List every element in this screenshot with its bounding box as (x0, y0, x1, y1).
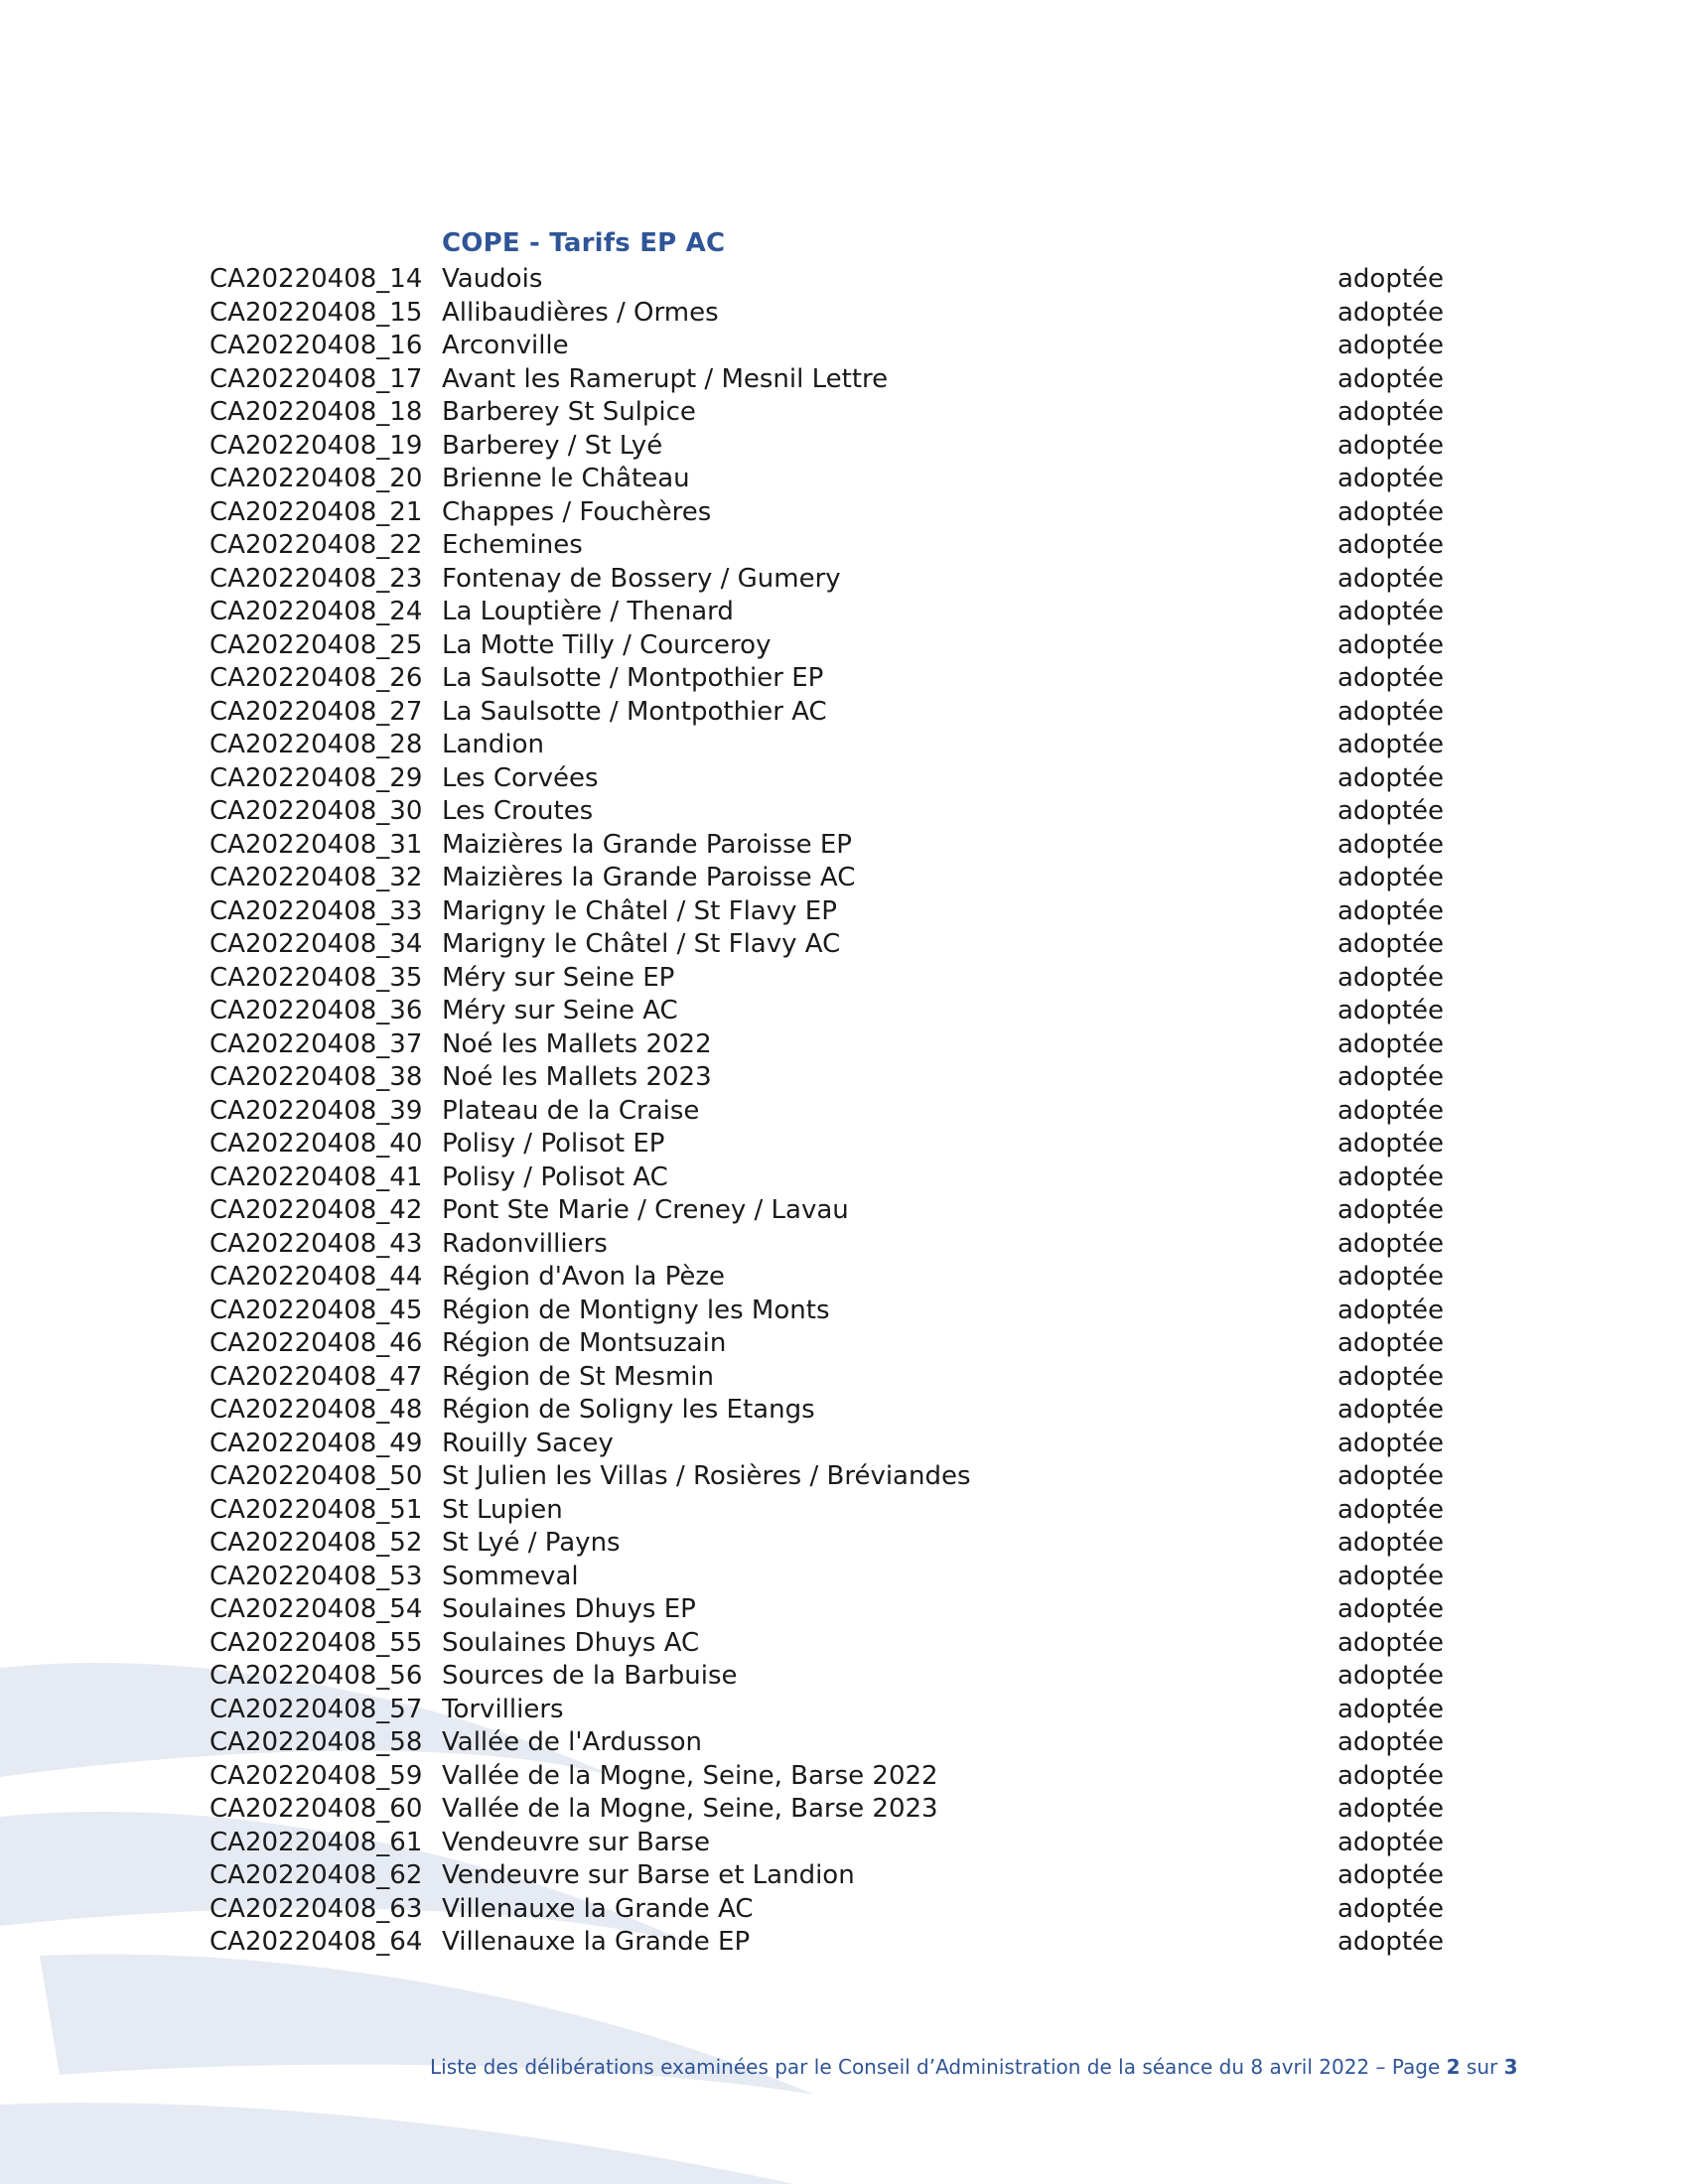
deliberation-ref: CA20220408_58 (210, 1727, 423, 1757)
deliberation-status: adoptée (1337, 629, 1445, 660)
deliberation-ref: CA20220408_38 (210, 1062, 423, 1092)
deliberations-list (0, 263, 1688, 1960)
deliberation-ref: CA20220408_60 (210, 1794, 423, 1824)
deliberation-ref: CA20220408_19 (210, 430, 423, 461)
deliberation-status: adoptée (1337, 1195, 1445, 1225)
deliberation-status: adoptée (1337, 1494, 1445, 1525)
deliberation-label: Arconville (442, 331, 569, 360)
page-footer (430, 2055, 1518, 2079)
deliberation-status: adoptée (1337, 1594, 1445, 1624)
deliberation-label: Marigny le Châtel / St Flavy AC (442, 929, 841, 959)
deliberation-label: Plateau de la Craise (442, 1095, 700, 1126)
deliberation-label: Brienne le Château (442, 464, 690, 493)
deliberation-ref: CA20220408_23 (210, 563, 423, 594)
deliberation-status: adoptée (1337, 1428, 1445, 1458)
deliberation-label: Soulaines Dhuys EP (442, 1594, 696, 1624)
deliberation-label: La Motte Tilly / Courceroy (442, 629, 772, 660)
deliberation-ref: CA20220408_15 (210, 297, 423, 328)
deliberation-status: adoptée (1337, 1395, 1445, 1425)
deliberation-label: Vendeuvre sur Barse et Landion (442, 1860, 855, 1890)
deliberation-ref: CA20220408_64 (210, 1927, 423, 1957)
list-item (0, 1061, 1688, 1095)
deliberation-ref: CA20220408_25 (210, 629, 423, 660)
deliberation-label: Région de Montsuzain (442, 1328, 727, 1358)
deliberation-status: adoptée (1337, 1528, 1445, 1558)
deliberation-status: adoptée (1337, 1328, 1445, 1358)
deliberation-ref: CA20220408_32 (210, 863, 423, 892)
deliberation-ref: CA20220408_17 (210, 363, 423, 394)
deliberation-status: adoptée (1337, 1627, 1445, 1658)
deliberation-label: Vaudois (442, 264, 543, 294)
deliberation-ref: CA20220408_39 (210, 1095, 423, 1126)
list-item (0, 962, 1688, 996)
deliberation-label: Villenauxe la Grande AC (442, 1893, 754, 1924)
deliberation-status: adoptée (1337, 1760, 1445, 1791)
deliberation-label: Radonvilliers (442, 1228, 608, 1259)
deliberation-status: adoptée (1337, 829, 1445, 860)
list-item (0, 1760, 1688, 1794)
deliberation-label: Torvilliers (442, 1694, 564, 1724)
list-item (0, 1161, 1688, 1195)
deliberation-label: St Lupien (442, 1494, 563, 1525)
deliberation-label: Sources de la Barbuise (442, 1661, 738, 1691)
deliberation-status: adoptée (1337, 1727, 1445, 1757)
deliberation-ref: CA20220408_20 (210, 464, 423, 493)
deliberation-ref: CA20220408_27 (210, 696, 423, 727)
deliberation-status: adoptée (1337, 962, 1445, 993)
deliberation-label: Région de Montigny les Monts (442, 1295, 830, 1325)
list-item (0, 1694, 1688, 1727)
deliberation-label: Marigny le Châtel / St Flavy EP (442, 895, 837, 926)
list-item (0, 1893, 1688, 1927)
list-item (0, 829, 1688, 863)
deliberation-status: adoptée (1337, 1661, 1445, 1691)
deliberation-status: adoptée (1337, 1129, 1445, 1159)
list-item (0, 995, 1688, 1028)
deliberation-label: Landion (442, 730, 545, 759)
list-item (0, 895, 1688, 929)
list-item (0, 1295, 1688, 1328)
deliberation-status: adoptée (1337, 996, 1445, 1025)
list-item (0, 662, 1688, 696)
deliberation-label: Région d'Avon la Pèze (442, 1262, 726, 1292)
list-item (0, 1361, 1688, 1395)
deliberation-ref: CA20220408_28 (210, 730, 423, 759)
deliberation-status: adoptée (1337, 1694, 1445, 1724)
deliberation-status: adoptée (1337, 397, 1445, 427)
deliberation-status: adoptée (1337, 363, 1445, 394)
deliberation-label: Noé les Mallets 2023 (442, 1062, 712, 1092)
deliberation-ref: CA20220408_57 (210, 1694, 423, 1724)
deliberation-status: adoptée (1337, 730, 1445, 759)
list-item (0, 1527, 1688, 1561)
deliberation-ref: CA20220408_43 (210, 1228, 423, 1259)
deliberation-status: adoptée (1337, 430, 1445, 461)
list-item (0, 1394, 1688, 1428)
list-item (0, 596, 1688, 629)
deliberation-ref: CA20220408_54 (210, 1594, 423, 1624)
deliberation-ref: CA20220408_42 (210, 1195, 423, 1225)
section-heading: COPE - Tarifs EP AC (442, 228, 726, 258)
list-item (0, 1494, 1688, 1528)
footer-page-number: 2 (1446, 2055, 1461, 2079)
list-item (0, 1128, 1688, 1161)
deliberation-label: St Lyé / Payns (442, 1528, 621, 1558)
deliberation-label: La Louptière / Thenard (442, 597, 734, 626)
deliberation-ref: CA20220408_31 (210, 829, 423, 860)
deliberation-label: Vallée de la Mogne, Seine, Barse 2023 (442, 1794, 938, 1824)
deliberation-status: adoptée (1337, 1161, 1445, 1192)
deliberation-ref: CA20220408_51 (210, 1494, 423, 1525)
deliberation-status: adoptée (1337, 663, 1445, 693)
list-item (0, 1327, 1688, 1361)
deliberation-ref: CA20220408_49 (210, 1428, 423, 1458)
footer-text: Liste des délibérations examinées par le Conseil d’Administration de la séance du 8 avril 2022 – Page (430, 2055, 1447, 2079)
deliberation-status: adoptée (1337, 1028, 1445, 1059)
deliberation-label: Polisy / Polisot AC (442, 1161, 668, 1192)
list-item (0, 1460, 1688, 1494)
deliberation-label: Polisy / Polisot EP (442, 1129, 665, 1159)
deliberation-label: Région de Soligny les Etangs (442, 1395, 815, 1425)
deliberation-label: Pont Ste Marie / Creney / Lavau (442, 1195, 849, 1225)
list-item (0, 263, 1688, 297)
footer-separator: sur (1460, 2055, 1504, 2079)
deliberation-ref: CA20220408_29 (210, 762, 423, 793)
deliberation-status: adoptée (1337, 264, 1445, 294)
deliberation-ref: CA20220408_34 (210, 929, 423, 959)
deliberation-label: Méry sur Seine EP (442, 962, 675, 993)
list-item (0, 762, 1688, 796)
deliberation-ref: CA20220408_52 (210, 1528, 423, 1558)
list-item (0, 1261, 1688, 1295)
list-item (0, 696, 1688, 730)
deliberation-ref: CA20220408_62 (210, 1860, 423, 1890)
deliberation-ref: CA20220408_18 (210, 397, 423, 427)
deliberation-label: Barberey St Sulpice (442, 397, 696, 427)
deliberation-label: Vallée de la Mogne, Seine, Barse 2022 (442, 1760, 938, 1791)
deliberation-label: Echemines (442, 530, 583, 560)
list-item (0, 928, 1688, 962)
list-item (0, 1194, 1688, 1228)
deliberation-ref: CA20220408_59 (210, 1760, 423, 1791)
deliberation-ref: CA20220408_41 (210, 1161, 423, 1192)
list-item (0, 795, 1688, 829)
list-item (0, 297, 1688, 331)
footer-page-total: 3 (1503, 2055, 1518, 2079)
deliberation-ref: CA20220408_47 (210, 1361, 423, 1392)
deliberation-label: Barberey / St Lyé (442, 430, 663, 461)
deliberation-label: Les Croutes (442, 796, 594, 826)
deliberation-status: adoptée (1337, 530, 1445, 560)
deliberation-ref: CA20220408_53 (210, 1561, 423, 1591)
list-item (0, 1593, 1688, 1627)
list-item (0, 363, 1688, 397)
deliberation-status: adoptée (1337, 1228, 1445, 1259)
deliberation-label: Fontenay de Bossery / Gumery (442, 563, 841, 594)
deliberation-status: adoptée (1337, 464, 1445, 493)
deliberation-status: adoptée (1337, 863, 1445, 892)
deliberation-status: adoptée (1337, 929, 1445, 959)
list-item (0, 1095, 1688, 1129)
deliberation-label: Villenauxe la Grande EP (442, 1927, 751, 1957)
deliberation-label: Vendeuvre sur Barse (442, 1827, 710, 1857)
deliberation-ref: CA20220408_63 (210, 1893, 423, 1924)
deliberation-label: Maizières la Grande Paroisse AC (442, 863, 856, 892)
deliberation-label: Soulaines Dhuys AC (442, 1627, 700, 1658)
deliberation-ref: CA20220408_35 (210, 962, 423, 993)
deliberation-ref: CA20220408_22 (210, 530, 423, 560)
list-item (0, 629, 1688, 663)
deliberation-status: adoptée (1337, 297, 1445, 328)
list-item (0, 463, 1688, 496)
deliberation-status: adoptée (1337, 597, 1445, 626)
deliberation-label: Sommeval (442, 1561, 579, 1591)
deliberation-label: Avant les Ramerupt / Mesnil Lettre (442, 363, 889, 394)
deliberation-label: Région de St Mesmin (442, 1361, 715, 1392)
deliberation-ref: CA20220408_21 (210, 496, 423, 527)
list-item (0, 1627, 1688, 1661)
list-item (0, 529, 1688, 563)
deliberation-status: adoptée (1337, 563, 1445, 594)
deliberation-label: Les Corvées (442, 762, 599, 793)
deliberation-ref: CA20220408_46 (210, 1328, 423, 1358)
deliberation-status: adoptée (1337, 1927, 1445, 1957)
deliberation-status: adoptée (1337, 1262, 1445, 1292)
deliberation-ref: CA20220408_37 (210, 1028, 423, 1059)
list-item (0, 1228, 1688, 1262)
deliberation-status: adoptée (1337, 762, 1445, 793)
deliberation-label: Méry sur Seine AC (442, 996, 678, 1025)
deliberation-label: Noé les Mallets 2022 (442, 1028, 712, 1059)
list-item (0, 1726, 1688, 1760)
deliberation-status: adoptée (1337, 1893, 1445, 1924)
list-item (0, 563, 1688, 597)
deliberation-ref: CA20220408_48 (210, 1395, 423, 1425)
deliberation-status: adoptée (1337, 1561, 1445, 1591)
deliberation-ref: CA20220408_26 (210, 663, 423, 693)
deliberation-status: adoptée (1337, 895, 1445, 926)
deliberation-ref: CA20220408_45 (210, 1295, 423, 1325)
list-item (0, 1926, 1688, 1960)
deliberation-ref: CA20220408_55 (210, 1627, 423, 1658)
deliberation-ref: CA20220408_24 (210, 597, 423, 626)
list-item (0, 1428, 1688, 1461)
deliberation-label: Chappes / Fouchères (442, 496, 712, 527)
deliberation-ref: CA20220408_40 (210, 1129, 423, 1159)
list-item (0, 1028, 1688, 1062)
deliberation-label: Maizières la Grande Paroisse EP (442, 829, 852, 860)
list-item (0, 496, 1688, 530)
deliberation-ref: CA20220408_30 (210, 796, 423, 826)
deliberation-status: adoptée (1337, 1461, 1445, 1491)
list-item (0, 430, 1688, 464)
deliberation-status: adoptée (1337, 331, 1445, 360)
list-item (0, 1827, 1688, 1860)
list-item (0, 1859, 1688, 1893)
list-item (0, 729, 1688, 762)
deliberation-status: adoptée (1337, 1860, 1445, 1890)
deliberation-status: adoptée (1337, 796, 1445, 826)
deliberation-ref: CA20220408_14 (210, 264, 423, 294)
deliberation-status: adoptée (1337, 1361, 1445, 1392)
deliberation-ref: CA20220408_44 (210, 1262, 423, 1292)
deliberation-status: adoptée (1337, 1827, 1445, 1857)
deliberation-label: Rouilly Sacey (442, 1428, 614, 1458)
deliberation-label: La Saulsotte / Montpothier AC (442, 696, 827, 727)
deliberation-ref: CA20220408_61 (210, 1827, 423, 1857)
deliberation-ref: CA20220408_56 (210, 1661, 423, 1691)
deliberation-status: adoptée (1337, 1095, 1445, 1126)
deliberation-status: adoptée (1337, 496, 1445, 527)
list-item (0, 396, 1688, 430)
list-item (0, 330, 1688, 363)
deliberation-ref: CA20220408_16 (210, 331, 423, 360)
deliberation-status: adoptée (1337, 1062, 1445, 1092)
deliberation-status: adoptée (1337, 696, 1445, 727)
deliberation-ref: CA20220408_33 (210, 895, 423, 926)
list-item (0, 1660, 1688, 1694)
deliberation-label: Allibaudières / Ormes (442, 297, 719, 328)
deliberation-ref: CA20220408_36 (210, 996, 423, 1025)
list-item (0, 1561, 1688, 1594)
list-item (0, 1793, 1688, 1827)
deliberation-status: adoptée (1337, 1295, 1445, 1325)
deliberation-label: La Saulsotte / Montpothier EP (442, 663, 824, 693)
deliberation-ref: CA20220408_50 (210, 1461, 423, 1491)
list-item (0, 862, 1688, 895)
deliberation-status: adoptée (1337, 1794, 1445, 1824)
deliberation-label: Vallée de l'Ardusson (442, 1727, 703, 1757)
deliberation-label: St Julien les Villas / Rosières / Bréviandes (442, 1461, 971, 1491)
